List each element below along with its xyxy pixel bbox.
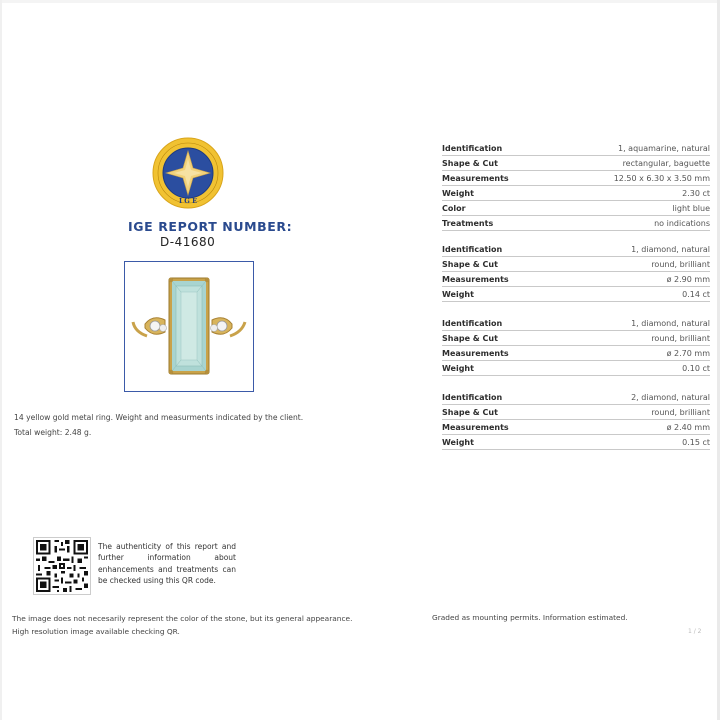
spec-row — [442, 242, 710, 257]
spec-label: Measurements — [442, 422, 509, 432]
spec-value: round, brilliant — [651, 259, 710, 269]
spec-value: 1, diamond, natural — [631, 318, 710, 328]
spec-label: Identification — [442, 318, 503, 328]
image-disclaimer — [12, 613, 352, 638]
spec-label: Shape & Cut — [442, 158, 498, 168]
spec-value: 0.15 ct — [682, 437, 710, 447]
spec-row — [442, 171, 710, 186]
spec-value: ø 2.40 mm — [666, 422, 710, 432]
spec-label: Shape & Cut — [442, 407, 498, 417]
page-edge — [0, 0, 720, 3]
spec-row — [442, 272, 710, 287]
spec-value: 2, diamond, natural — [631, 392, 710, 402]
spec-row — [442, 346, 710, 361]
ring-photo — [124, 261, 254, 392]
spec-label: Measurements — [442, 173, 509, 183]
spec-value: round, brilliant — [651, 333, 710, 343]
spec-label: Identification — [442, 392, 503, 402]
ring-illustration — [125, 262, 252, 390]
spec-row — [442, 420, 710, 435]
total-weight: Total weight: 2.48 g. — [14, 428, 92, 437]
report-number: D-41680 — [160, 235, 216, 249]
spec-label: Shape & Cut — [442, 259, 498, 269]
spec-value: ø 2.70 mm — [666, 348, 710, 358]
spec-value: 2.30 ct — [682, 188, 710, 198]
diamond-spec-table — [442, 390, 710, 450]
qr-code-icon[interactable] — [36, 540, 88, 592]
spec-label: Identification — [442, 244, 503, 254]
spec-label: Weight — [442, 363, 474, 373]
svg-text:I G E: I G E — [178, 197, 198, 205]
description-line: 14 yellow gold metal ring. Weight and measurments indicated by the client. — [14, 413, 304, 422]
page-edge — [0, 0, 2, 720]
page-number: 1 / 2 — [688, 628, 702, 635]
spec-label: Shape & Cut — [442, 333, 498, 343]
spec-value: rectangular, baguette — [622, 158, 710, 168]
spec-value: round, brilliant — [651, 407, 710, 417]
spec-value: no indications — [654, 218, 710, 228]
qr-authenticity-note: The authenticity of this report and further information about enhancements and treatments can be checked using this QR code. — [98, 542, 236, 585]
report-number-heading: IGE REPORT NUMBER: — [128, 219, 293, 234]
aquamarine-spec-table — [442, 141, 710, 231]
spec-label: Measurements — [442, 348, 509, 358]
spec-row — [442, 201, 710, 216]
spec-label: Measurements — [442, 274, 509, 284]
disclaimer-line: High resolution image available checking QR. — [12, 626, 180, 636]
spec-label: Weight — [442, 188, 474, 198]
spec-row — [442, 216, 710, 231]
spec-row — [442, 287, 710, 302]
spec-row — [442, 390, 710, 405]
diamond-spec-table — [442, 242, 710, 302]
spec-row — [442, 156, 710, 171]
spec-row — [442, 331, 710, 346]
disclaimer-line: The image does not necesarily represent the color of the stone, but its general appearance. — [12, 614, 353, 623]
spec-row — [442, 361, 710, 376]
spec-value: 1, diamond, natural — [631, 244, 710, 254]
spec-row — [442, 141, 710, 156]
spec-value: 0.14 ct — [682, 289, 710, 299]
spec-value: ø 2.90 mm — [666, 274, 710, 284]
spec-label: Weight — [442, 437, 474, 447]
spec-label: Treatments — [442, 218, 494, 228]
spec-row — [442, 405, 710, 420]
spec-value: light blue — [672, 203, 710, 213]
spec-label: Weight — [442, 289, 474, 299]
item-description — [14, 410, 303, 440]
grading-note: Graded as mounting permits. Information estimated. — [432, 613, 628, 622]
spec-label: Identification — [442, 143, 503, 153]
spec-label: Color — [442, 203, 466, 213]
spec-value: 12.50 x 6.30 x 3.50 mm — [613, 173, 710, 183]
spec-row — [442, 435, 710, 450]
spec-row — [442, 257, 710, 272]
ige-logo — [152, 137, 224, 209]
diamond-spec-table — [442, 316, 710, 376]
spec-row — [442, 316, 710, 331]
spec-value: 0.10 ct — [682, 363, 710, 373]
spec-value: 1, aquamarine, natural — [617, 143, 710, 153]
spec-row — [442, 186, 710, 201]
